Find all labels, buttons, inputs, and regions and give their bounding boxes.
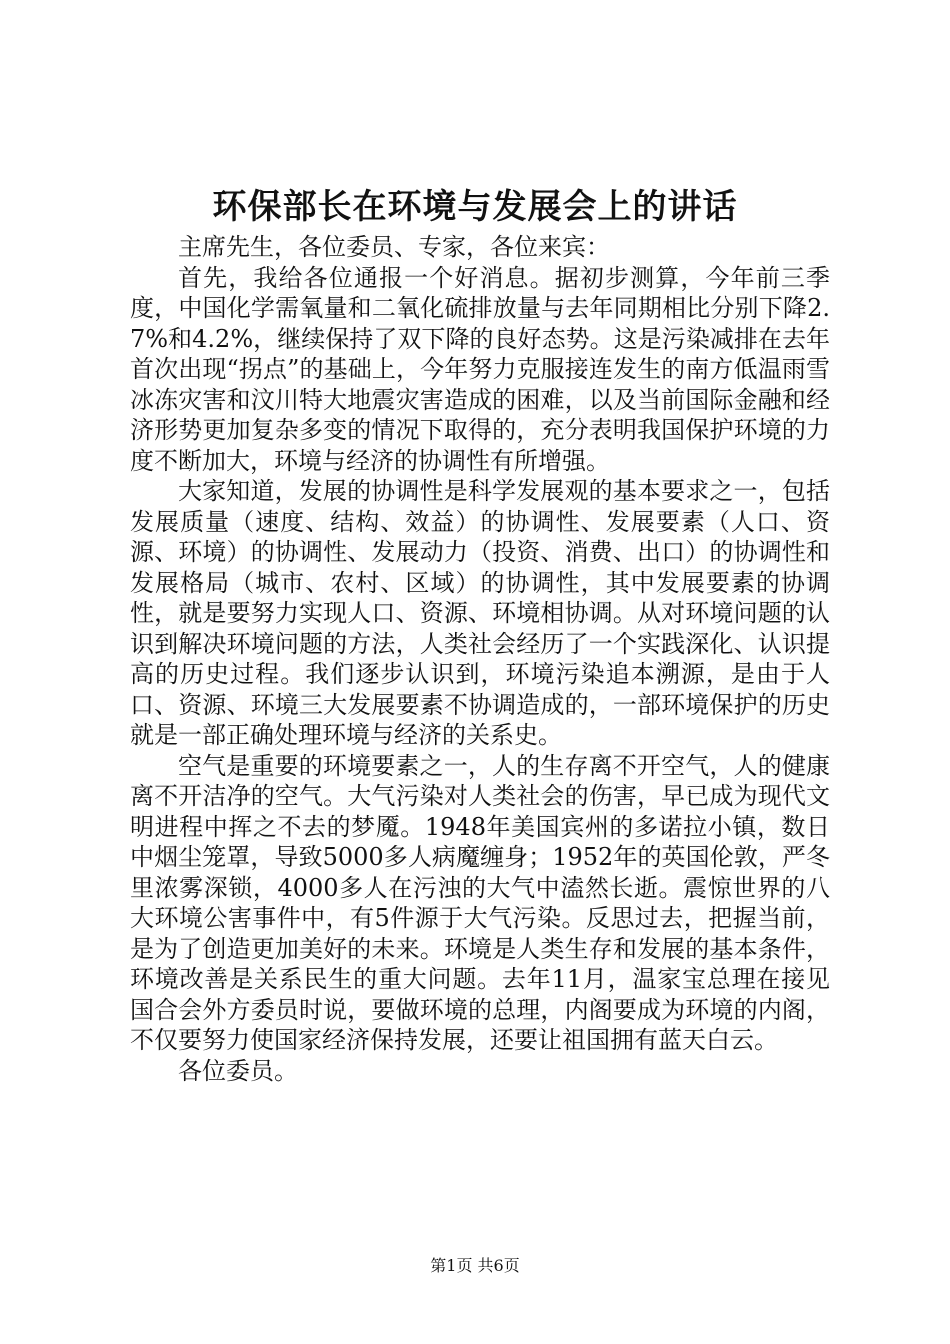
page-number-footer: 第1页 共6页 [430,1256,520,1275]
document-body [130,232,830,1086]
document-title: 环保部长在环境与发展会上的讲话 [212,187,738,227]
salutation-paragraph: 主席先生，各位委员、专家，各位来宾： [178,233,610,261]
body-paragraph: 各位委员。 [178,1056,298,1085]
body-paragraph: 首先，我给各位通报一个好消息。据初步测算，今年前三季度，中国化学需氧量和二氧化硫排放量与去年同期相比分别下降2.7%和4.2%，继续保持了双下降的良好态势。这是污染减排在去年首次出现“拐点”的基础上，今年努力克服接连发生的南方低温雨雪冰冻灾害和汶川特大地震灾害造成的困难，以及当前国际金融和经济形势更加复杂多变的情况下取得的，充分表明我国保护环境的力度不断加大，环境与经济的协调性有所增强。 [130,263,830,475]
body-paragraph: 大家知道，发展的协调性是科学发展观的基本要求之一，包括发展质量（速度、结构、效益）的协调性、发展要素（人口、资源、环境）的协调性、发展动力（投资、消费、出口）的协调性和发展格局（城市、农村、区域）的协调性，其中发展要素的协调性，就是要努力实现人口、资源、环境相协调。从对环境问题的认识到解决环境问题的方法，人类社会经历了一个实践深化、认识提高的历史过程。我们逐步认识到，环境污染追本溯源，是由于人口、资源、环境三大发展要素不协调造成的，一部环境保护的历史就是一部正确处理环境与经济的关系史。 [130,477,830,749]
body-paragraph: 空气是重要的环境要素之一，人的生存离不开空气，人的健康离不开洁净的空气。大气污染对人类社会的伤害，早已成为现代文明进程中挥之不去的梦魇。1948年美国宾州的多诺拉小镇，数日中烟尘笼罩，导致5000多人病魔缠身；1952年的英国伦敦，严冬里浓雾深锁，4000多人在污浊的大气中溘然长逝。震惊世界的八大环境公害事件中，有5件源于大气污染。反思过去，把握当前，是为了创造更加美好的未来。环境是人类生存和发展的基本条件，环境改善是关系民生的重大问题。去年11月，温家宝总理在接见国合会外方委员时说，要做环境的总理，内阁要成为环境的内阁，不仅要努力使国家经济保持发展，还要让祖国拥有蓝天白云。 [130,751,830,1054]
